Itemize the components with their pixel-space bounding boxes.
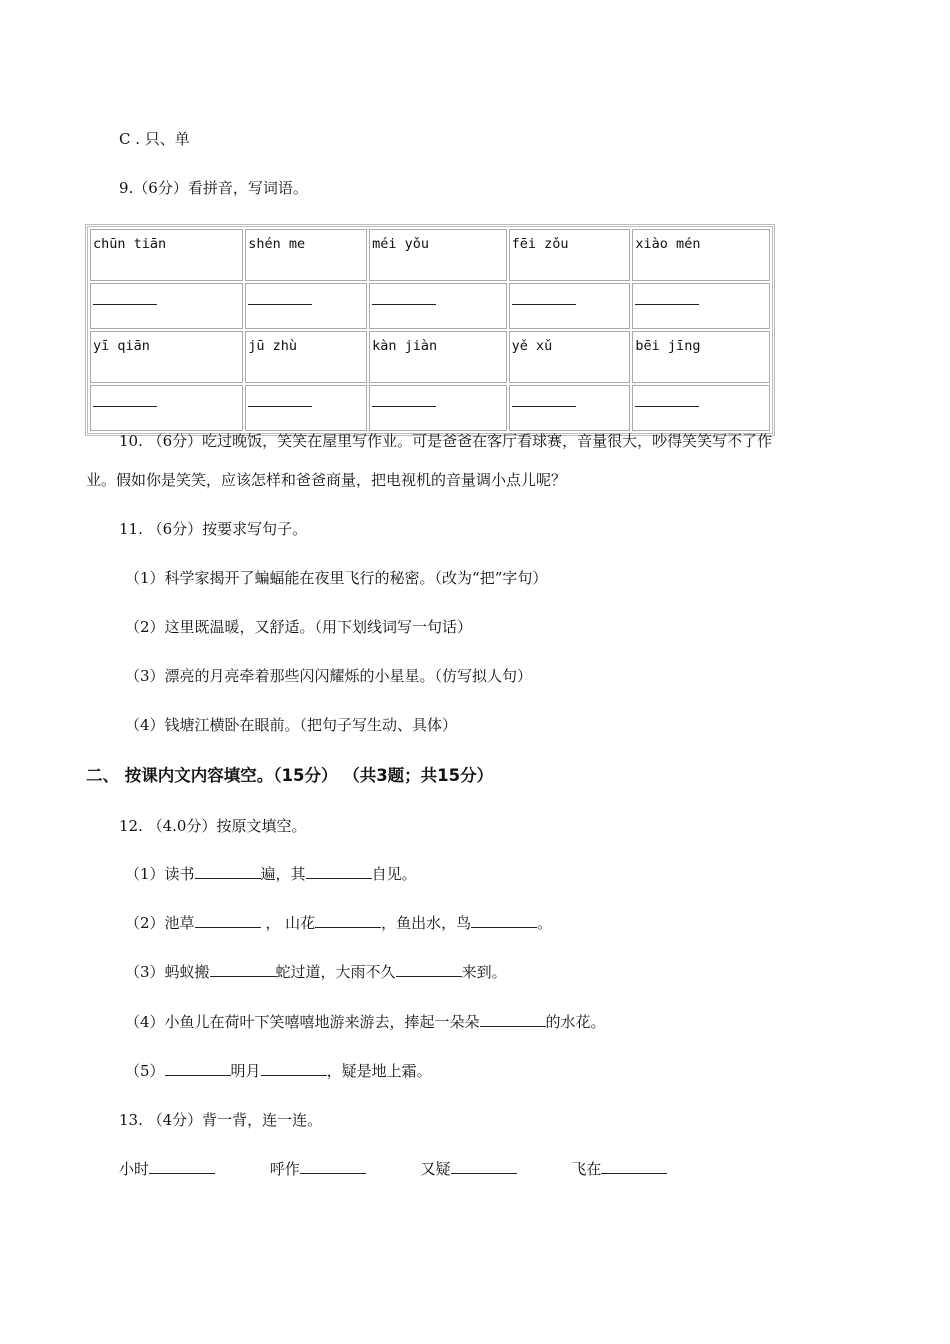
fill-blank[interactable]	[601, 1159, 667, 1174]
fill-blank[interactable]	[300, 1159, 366, 1174]
pinyin-table	[85, 224, 775, 436]
fill-blank[interactable]	[195, 864, 261, 879]
q11-item-3: （3）漂亮的月亮牵着那些闪闪耀烁的小星星。（仿写拟人句）	[125, 667, 533, 685]
text: （5）	[125, 1062, 165, 1080]
q13-items	[119, 1158, 667, 1179]
pinyin-cell: jū zhù	[245, 331, 367, 383]
fill-blank[interactable]	[306, 864, 372, 879]
fill-blank[interactable]	[451, 1159, 517, 1174]
text: （2）池草	[125, 914, 195, 932]
q11-title: 11. （6分）按要求写句子。	[119, 520, 308, 538]
q11-item-4: （4）钱塘江横卧在眼前。（把句子写生动、具体）	[125, 716, 458, 734]
q12-s4	[125, 1011, 606, 1032]
pinyin-cell: fēi zǒu	[509, 229, 631, 281]
answer-blank[interactable]	[245, 385, 367, 431]
text: 来到。	[461, 963, 507, 981]
q12-s5	[125, 1060, 432, 1081]
text: 蛇过道，大雨不久	[275, 963, 396, 981]
fill-blank[interactable]	[165, 1061, 231, 1076]
answer-blank[interactable]	[509, 385, 631, 431]
q13-item: 小时	[119, 1160, 150, 1178]
answer-blank[interactable]	[90, 385, 243, 431]
text: 的水花。	[545, 1013, 606, 1031]
fill-blank[interactable]	[195, 913, 261, 928]
q11-item-1: （1）科学家揭开了蝙蝠能在夜里飞行的秘密。（改为“把”字句）	[125, 569, 548, 587]
q11-item-2: （2）这里既温暖，又舒适。（用下划线词写一句话）	[125, 618, 473, 636]
option-c: C . 只、单	[119, 130, 190, 148]
fill-blank[interactable]	[315, 913, 381, 928]
answer-blank[interactable]	[369, 283, 507, 329]
pinyin-cell: chūn tiān	[90, 229, 243, 281]
q10-line2: 业。假如你是笑笑，应该怎样和爸爸商量，把电视机的音量调小点儿呢？	[86, 471, 567, 489]
answer-blank[interactable]	[509, 283, 631, 329]
fill-blank[interactable]	[471, 913, 537, 928]
pinyin-cell: xiào mén	[632, 229, 770, 281]
text: （3）蚂蚁搬	[125, 963, 210, 981]
answer-blank[interactable]	[369, 385, 507, 431]
pinyin-cell: bēi jīng	[632, 331, 770, 383]
q13-title: 13. （4分）背一背，连一连。	[119, 1111, 323, 1129]
text: 明月	[230, 1062, 261, 1080]
q10-line1: 10. （6分）吃过晚饭，笑笑在屋里写作业。可是爸爸在客厅看球赛，音量很大，吵得笑笑写不了作	[119, 432, 773, 450]
pinyin-cell: yě xǔ	[509, 331, 631, 383]
pinyin-cell: shén me	[245, 229, 367, 281]
text: ，疑是地上霜。	[326, 1062, 432, 1080]
text: 自见。	[371, 865, 417, 883]
q12-s3	[125, 961, 507, 982]
q9-title: 9.（6分）看拼音，写词语。	[119, 179, 308, 197]
section-2-heading: 二、 按课内文内容填空。（15分） （共3题；共15分）	[86, 766, 494, 785]
text: 。	[537, 914, 553, 932]
fill-blank[interactable]	[261, 1061, 327, 1076]
q12-title: 12. （4.0分）按原文填空。	[119, 817, 307, 835]
fill-blank[interactable]	[480, 1012, 546, 1027]
fill-blank[interactable]	[149, 1159, 215, 1174]
answer-blank[interactable]	[90, 283, 243, 329]
q13-item: 呼作	[269, 1160, 300, 1178]
pinyin-cell: kàn jiàn	[369, 331, 507, 383]
text: （1）读书	[125, 865, 195, 883]
text: ， 山花	[260, 914, 316, 932]
pinyin-cell: méi yǒu	[369, 229, 507, 281]
fill-blank[interactable]	[210, 962, 276, 977]
text: ，鱼出水，鸟	[381, 914, 472, 932]
text: 遍，其	[260, 865, 306, 883]
answer-blank[interactable]	[245, 283, 367, 329]
q12-s1	[125, 863, 417, 884]
pinyin-cell: yī qiān	[90, 331, 243, 383]
fill-blank[interactable]	[396, 962, 462, 977]
text: （4）小鱼儿在荷叶下笑嘻嘻地游来游去，捧起一朵朵	[125, 1013, 480, 1031]
q13-item: 又疑	[420, 1160, 451, 1178]
answer-blank[interactable]	[632, 385, 770, 431]
q13-item: 飞在	[571, 1160, 602, 1178]
q12-s2	[125, 912, 552, 933]
answer-blank[interactable]	[632, 283, 770, 329]
